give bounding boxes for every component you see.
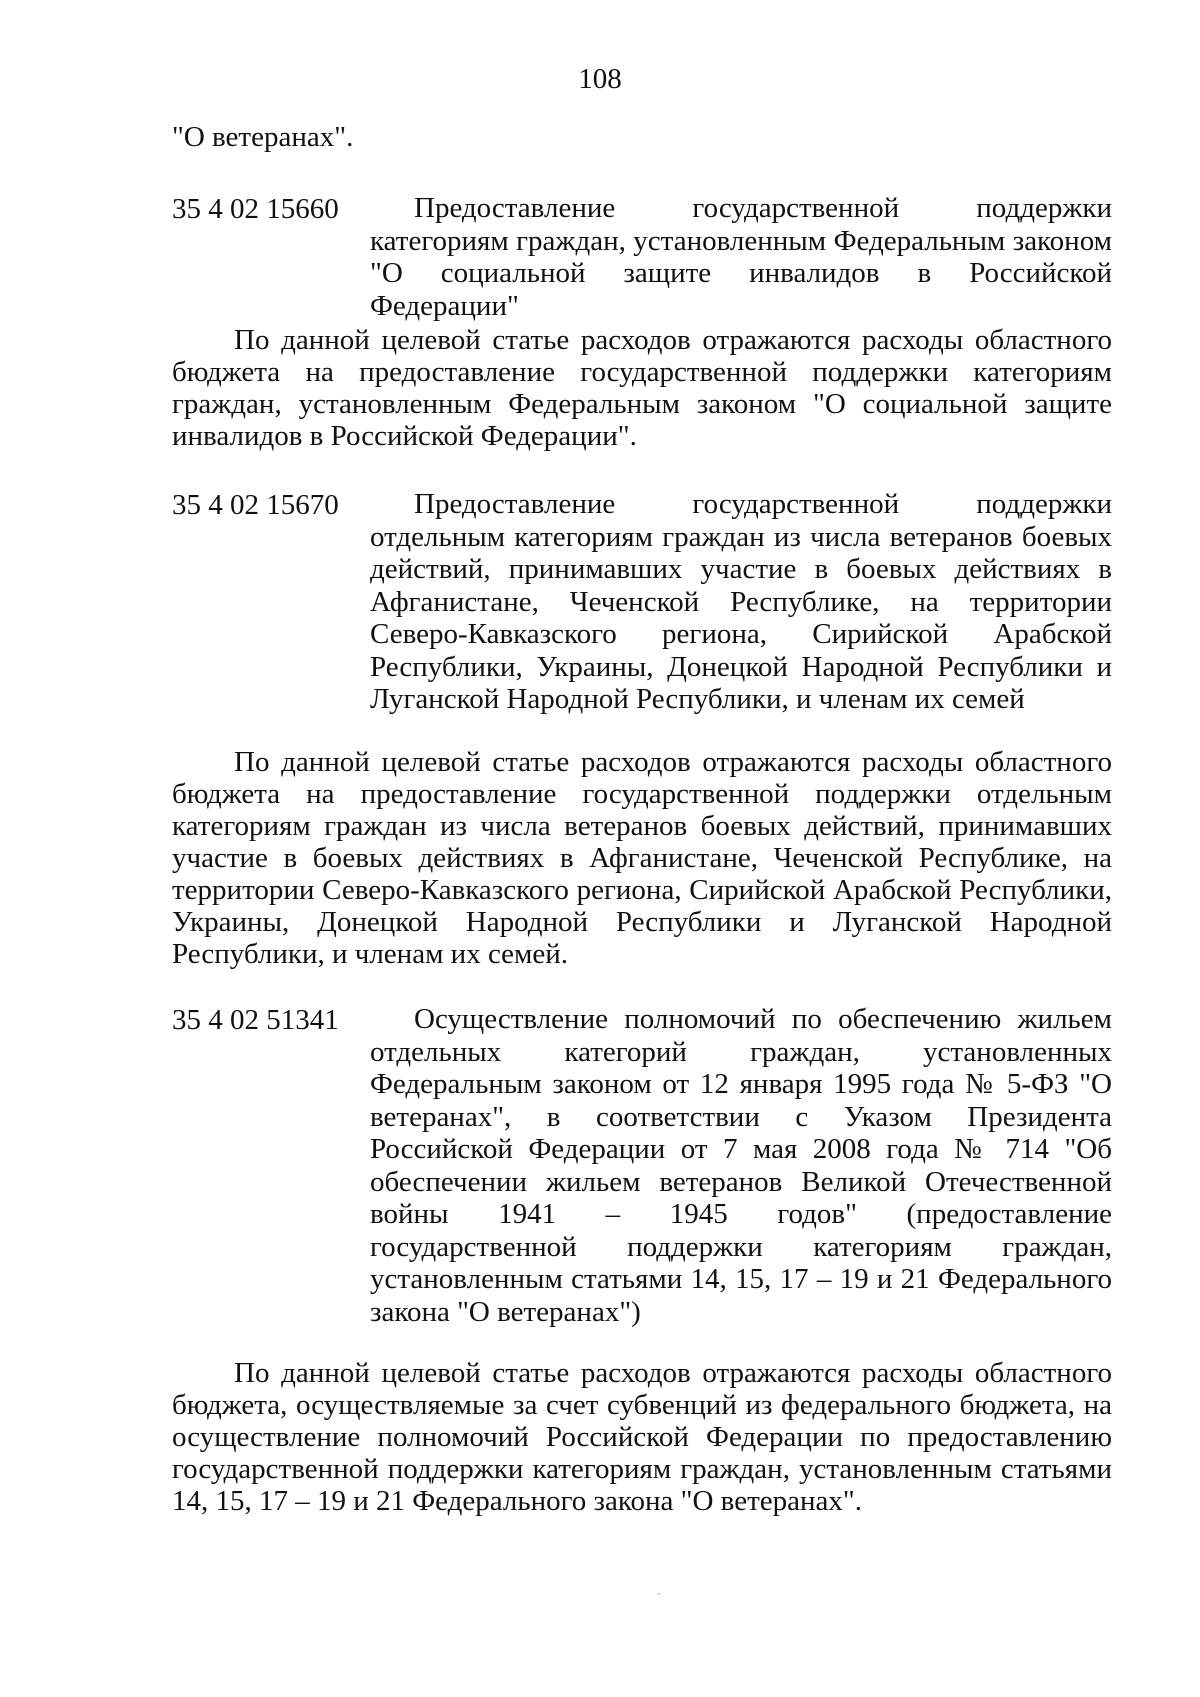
budget-entry-title: Предоставление государственной поддержки категориям граждан, установленным Федеральным законом "О социальной защите инвалидов в Российской Федерации" <box>370 192 1112 322</box>
budget-code: 35 4 02 15660 <box>172 193 339 225</box>
budget-entry-title: Осуществление полномочий по обеспечению жильем отдельных категорий граждан, установленных Федеральным законом от 12 января 1995 года № 5-ФЗ "О ветеранах", в соответствии с Указом Президента Российской Федерации от 7 мая 2008 года № 714 "Об обеспечении жильем ветеранов Великой Отечественной войны 1941 – 1945 годов" (предоставление государственной поддержки категориям граждан, установленным статьями 14, 15, 17 – 19 и 21 Федерального закона "О ветеранах") <box>370 1003 1112 1328</box>
continued-text: "О ветеранах". <box>172 121 354 153</box>
scan-speck <box>658 1593 660 1595</box>
entry-description: По данной целевой статье расходов отражаются расходы областного бюджета, осуществляемые за счет субвенций из федерального бюджета, на осуществление полномочий Российской Федерации по предоставлению государственной поддержки категориям граждан, установленным статьями 14, 15, 17 – 19 и 21 Федерального закона "О ветеранах". <box>172 1357 1112 1517</box>
budget-entry-title: Предоставление государственной поддержки отдельным категориям граждан из числа ветеранов боевых действий, принимавших участие в боевых действиях в Афганистане, Чеченской Республике, на территории Северо-Кавказского региона, Сирийской Арабской Республики, Украины, Донецкой Народной Республики и Луганской Народной Республики, и членам их семей <box>370 488 1112 715</box>
page-number: 108 <box>578 63 622 95</box>
budget-code: 35 4 02 15670 <box>172 489 339 521</box>
entry-description: По данной целевой статье расходов отражаются расходы областного бюджета на предоставление государственной поддержки категориям граждан, установленным Федеральным законом "О социальной защите инвалидов в Российской Федерации". <box>172 324 1112 452</box>
entry-description: По данной целевой статье расходов отражаются расходы областного бюджета на предоставление государственной поддержки отдельным категориям граждан из числа ветеранов боевых действий, принимавших участие в боевых действиях в Афганистане, Чеченской Республике, на территории Северо-Кавказского региона, Сирийской Арабской Республики, Украины, Донецкой Народной Республики и Луганской Народной Республики, и членам их семей. <box>172 746 1112 970</box>
budget-code: 35 4 02 51341 <box>172 1004 339 1036</box>
